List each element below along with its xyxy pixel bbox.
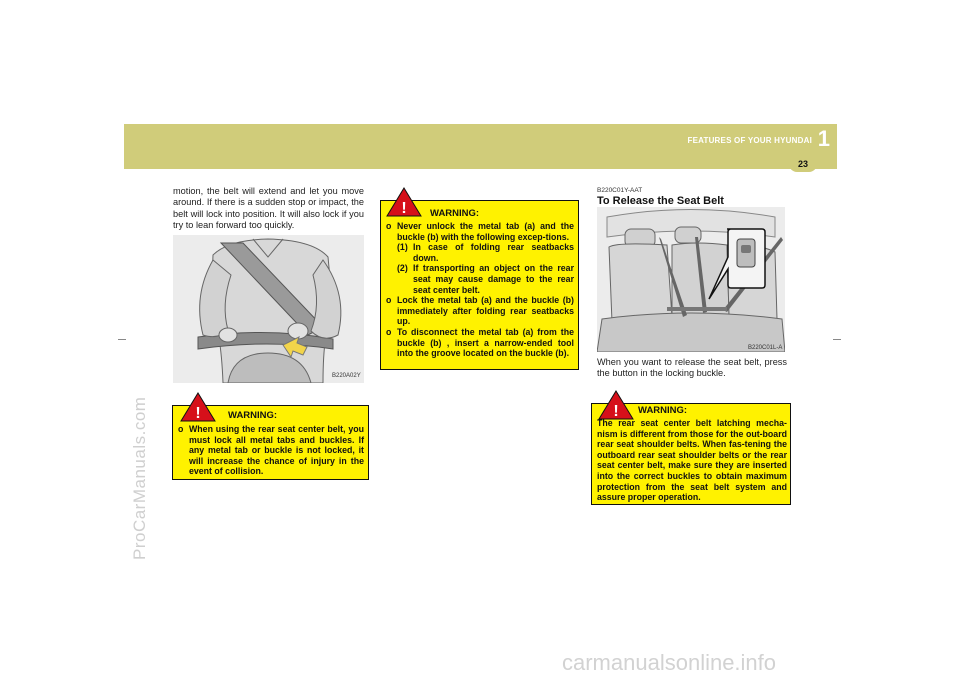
- page-number: 23: [789, 156, 817, 172]
- watermark-bottom: carmanualsonline.info: [562, 650, 777, 675]
- figure-code-right: B220C01L-A: [748, 345, 783, 351]
- svg-text:!: !: [613, 403, 619, 420]
- bullet: o: [386, 221, 392, 231]
- svg-text:!: !: [195, 405, 201, 422]
- warning-triangle-icon: [180, 392, 216, 422]
- watermark-side: ProCarManuals.com: [130, 396, 149, 560]
- warning-title-right: WARNING:: [638, 405, 688, 416]
- warning-text-right: The rear seat center belt latching mecha-nism is different from those for the out-board rear seat shoulder belts. When fas-tening the outboard rear seat shoulder belts or the rear seat center belt, make sure they are inserted into the correct buckles to obtain maximum protection from the seat belt system and assure proper operation.: [597, 418, 787, 503]
- section-code: B220C01Y-AAT: [597, 187, 643, 194]
- bullet: o: [386, 326, 392, 337]
- chapter-number: 1: [817, 126, 830, 151]
- warning-item-text: To disconnect the metal tab (a) from the buckle (b) , insert a narrow-ended tool into the groove located on the buckle (b).: [397, 326, 574, 359]
- svg-text:!: !: [401, 200, 407, 217]
- warning-item-1: [386, 221, 574, 295]
- rear-seat-belt-illustration: [597, 207, 785, 352]
- sub-number: (1): [397, 242, 408, 253]
- warning-title-left: WARNING:: [228, 410, 278, 421]
- warning-item-2: [386, 295, 574, 327]
- rear-seat-figure: [597, 207, 785, 352]
- warning-triangle-icon: [598, 390, 634, 420]
- warning-list-middle: [386, 221, 574, 359]
- figure-code-left: B220A02Y: [332, 373, 361, 379]
- bullet: o: [178, 424, 184, 434]
- header-band: [124, 124, 837, 169]
- seatbelt-figure: [173, 235, 364, 383]
- warning-item: [178, 424, 364, 477]
- warning-list-left: [178, 424, 364, 477]
- bullet: o: [386, 295, 392, 306]
- warning-item-3: [386, 327, 574, 359]
- warning-subitem-1: [397, 242, 574, 263]
- warning-item-text: Never unlock the metal tab (a) and the buckle (b) with the following excep-tions.: [397, 221, 574, 242]
- section-title: To Release the Seat Belt: [597, 195, 724, 207]
- warning-item-text: Lock the metal tab (a) and the buckle (b) immediately after folding rear seatbacks up.: [397, 295, 574, 327]
- warning-triangle-icon: [386, 187, 422, 217]
- sub-text: In case of folding rear seatbacks down.: [413, 242, 574, 263]
- release-paragraph: When you want to release the seat belt, press the button in the locking buckle.: [597, 357, 787, 379]
- crop-mark-left: [118, 339, 126, 340]
- crop-mark-right: [833, 339, 841, 340]
- warning-subitem-2: [397, 263, 574, 295]
- sub-text: If transporting an object on the rear seat may cause damage to the rear seat center belt.: [413, 263, 574, 295]
- intro-paragraph: motion, the belt will extend and let you move around. If there is a sudden stop or impact, the belt will lock into position. It will also lock if you try to lean forward too quickly.: [173, 186, 364, 231]
- sub-number: (2): [397, 263, 408, 274]
- person-fastening-belt-illustration: [173, 235, 364, 383]
- warning-title-middle: WARNING:: [430, 208, 480, 219]
- chapter-title: FEATURES OF YOUR HYUNDAI: [687, 136, 812, 145]
- warning-item-text: When using the rear seat center belt, you must lock all metal tabs and buckles. If any metal tab or buckle is not locked, it will increase the chance of injury in the event of collision.: [189, 424, 364, 477]
